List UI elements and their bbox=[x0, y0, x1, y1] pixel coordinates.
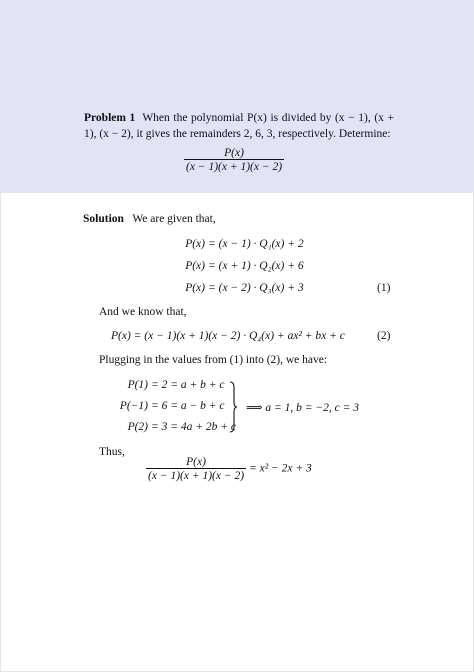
final-fraction-denominator: (x − 1)(x + 1)(x − 2) bbox=[148, 470, 245, 482]
solution-heading: Solution bbox=[83, 213, 124, 225]
system-1-rhs: = 2 = a + b + c bbox=[151, 379, 225, 391]
equation-tag-2: (2) bbox=[377, 330, 391, 342]
system-2-rhs: = 6 = a − b + c bbox=[151, 400, 225, 412]
problem-heading: Problem 1 bbox=[84, 112, 136, 124]
right-brace-icon bbox=[229, 381, 237, 433]
thus-text: Thus, bbox=[99, 446, 125, 458]
solution-intro: We are given that, bbox=[132, 213, 216, 225]
system-3-lhs: P(2) bbox=[127, 421, 148, 433]
system-1-lhs: P(1) bbox=[127, 379, 148, 391]
equation-1-lhs: P(x) bbox=[185, 238, 205, 250]
equation-4: P(x) = (x − 1)(x + 1)(x − 2) · Q₄(x) + ax² + bx + c bbox=[111, 330, 345, 342]
problem-fraction-numerator: P(x) bbox=[224, 147, 244, 159]
final-equation bbox=[146, 456, 312, 482]
and-we-know-text: And we know that, bbox=[99, 306, 187, 318]
problem-line-1: When the polynomial P(x) is divided by (x − 1), (x + bbox=[142, 112, 394, 124]
equation-1-rhs: = (x − 1) · Q₁(x) + 2 bbox=[208, 238, 304, 250]
equation-tag-1: (1) bbox=[377, 282, 391, 294]
final-result: = x² − 2x + 3 bbox=[248, 462, 312, 475]
plugging-text: Plugging in the values from (1) into (2), we have: bbox=[99, 354, 328, 366]
problem-fraction-denominator: (x − 1)(x + 1)(x − 2) bbox=[186, 161, 283, 173]
equation-3-lhs: P(x) bbox=[185, 282, 205, 294]
equation-3-rhs: = (x − 2) · Q₃(x) + 3 bbox=[208, 282, 304, 294]
problem-fraction bbox=[184, 147, 284, 173]
equation-2-lhs: P(x) bbox=[185, 260, 205, 272]
system-3-rhs: = 3 = 4a + 2b + c bbox=[151, 421, 237, 433]
final-fraction-numerator: P(x) bbox=[186, 456, 206, 468]
problem-statement bbox=[84, 110, 394, 142]
solution-intro-line bbox=[83, 213, 216, 225]
equation-2-rhs: = (x + 1) · Q₂(x) + 6 bbox=[208, 260, 304, 272]
solution-values: ⟹ a = 1, b = −2, c = 3 bbox=[246, 402, 360, 414]
system-2-lhs: P(−1) bbox=[119, 400, 148, 412]
problem-line-2: 1), (x − 2), it gives the remainders 2, 6, 3, respectively. Determine: bbox=[84, 128, 391, 140]
